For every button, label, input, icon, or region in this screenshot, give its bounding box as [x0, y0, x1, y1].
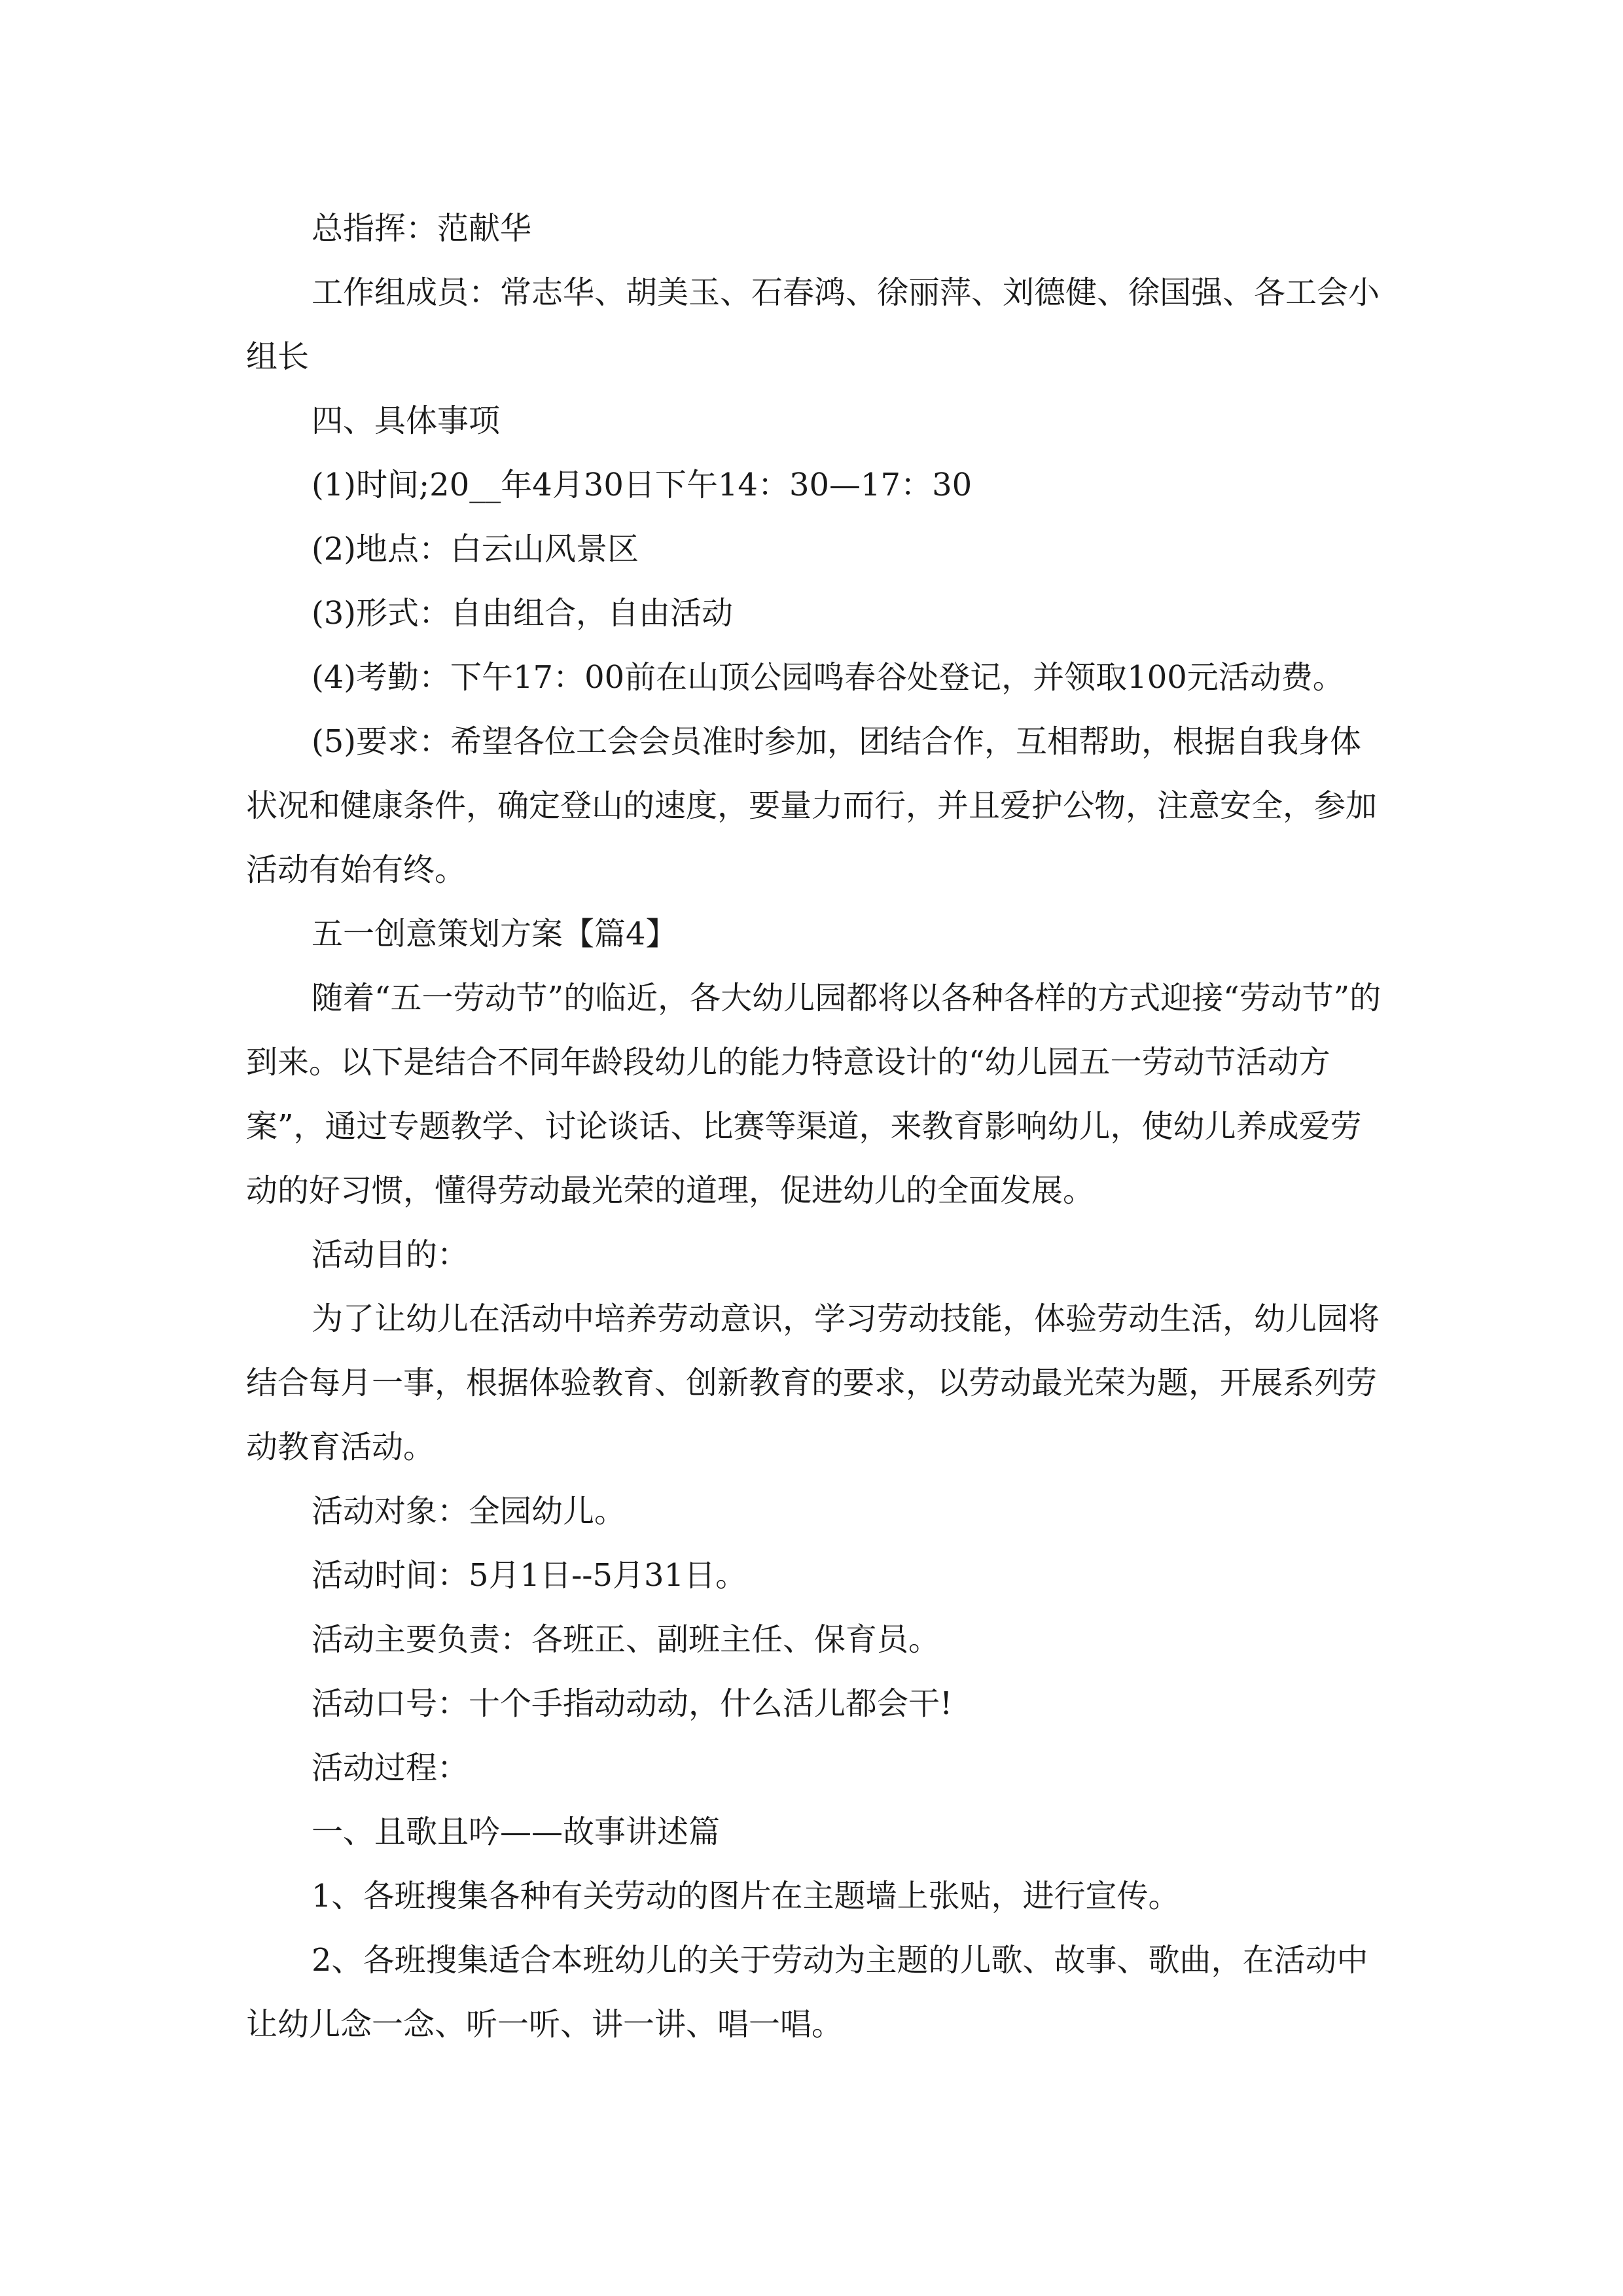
- list-item-1: 1、各班搜集各种有关劳动的图片在主题墙上张贴，进行宣传。: [312, 1878, 1180, 1914]
- paragraph-format: (3)形式：自由组合，自由活动: [312, 595, 733, 632]
- paragraph-purpose: 为了让幼儿在活动中培养劳动意识，学习劳动技能，体验劳动生活，幼儿园将结合每月一事，根据体验教育、创新教育的要求，以劳动最光荣为题，开展系列劳动教育活动。: [246, 1300, 1380, 1465]
- list-item-2: 2、各班搜集适合本班幼儿的关于劳动为主题的儿歌、故事、歌曲，在活动中让幼儿念一念、听一听、讲一讲、唱一唱。: [246, 1942, 1368, 2043]
- paragraph-slogan: 活动口号：十个手指动动动，什么活儿都会干!: [312, 1685, 953, 1722]
- paragraph-responsible: 活动主要负责：各班正、副班主任、保育员。: [312, 1621, 940, 1658]
- section-heading-specifics: 四、具体事项: [312, 403, 501, 439]
- paragraph-requirements: (5)要求：希望各位工会会员准时参加，团结合作，互相帮助，根据自我身体状况和健康条件，确定登山的速度，要量力而行，并且爱护公物，注意安全，参加活动有始有终。: [246, 723, 1378, 888]
- paragraph-intro: 随着“五一劳动节”的临近，各大幼儿园都将以各种各样的方式迎接“劳动节”的到来。以下是结合不同年龄段幼儿的能力特意设计的“幼儿园五一劳动节活动方案”，通过专题教学、讨论谈话、比赛等渠道，来教育影响幼儿，使幼儿养成爱劳动的好习惯，懂得劳动最光荣的道理，促进幼儿的全面发展。: [246, 980, 1382, 1209]
- paragraph-time: (1)时间;20__年4月30日下午14：30—17：30: [312, 467, 972, 503]
- document-body: [246, 196, 1385, 2056]
- section-heading-story: 一、且歌且吟——故事讲述篇: [312, 1814, 721, 1850]
- paragraph-purpose-label: 活动目的：: [312, 1236, 469, 1273]
- paragraph-team-members: 工作组成员：常志华、胡美玉、石春鸿、徐丽萍、刘德健、徐国强、各工会小组长: [246, 274, 1380, 375]
- paragraph-activity-time: 活动时间：5月1日--5月31日。: [312, 1557, 747, 1594]
- paragraph-commander: 总指挥：范献华: [312, 210, 532, 247]
- paragraph-audience: 活动对象：全园幼儿。: [312, 1493, 626, 1530]
- paragraph-process-label: 活动过程：: [312, 1749, 469, 1786]
- paragraph-attendance: (4)考勤：下午17：00前在山顶公园鸣春谷处登记，并领取100元活动费。: [312, 659, 1344, 696]
- paragraph-location: (2)地点：白云山风景区: [312, 531, 639, 567]
- section-heading-plan-4: 五一创意策划方案【篇4】: [312, 916, 677, 952]
